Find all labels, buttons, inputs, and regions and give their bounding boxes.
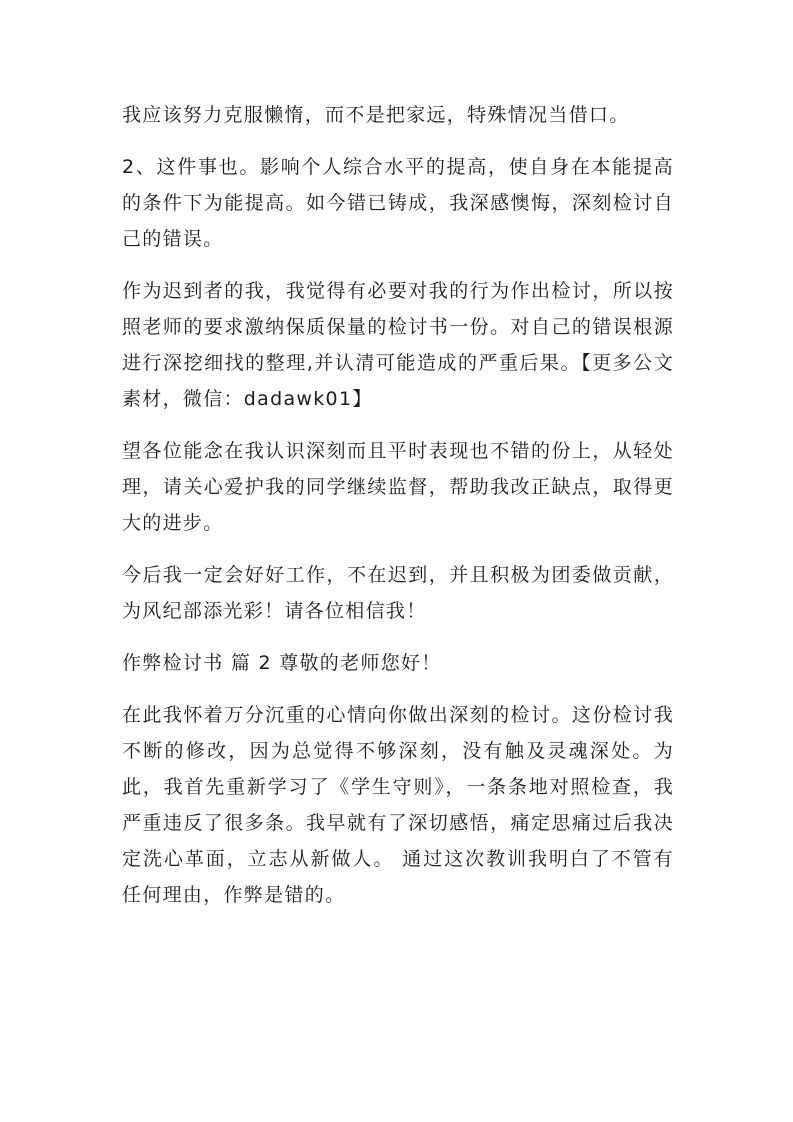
section-heading: 作弊检讨书 篇 2 尊敬的老师您好！ <box>122 652 442 674</box>
paragraph-6: 在此我怀着万分沉重的心情向你做出深刻的检讨。这份检讨我不断的修改，因为总觉得不够深刻，没有触及灵魂深处。为此，我首先重新学习了《学生守则》，一条条地对照检查，我严重违反了很多条。我早就有了深切感悟，痛定思痛过后我决定洗心革面，立志从新做人。 通过这次教训我明白了不管有任何理由，作弊是错的。 <box>122 704 674 906</box>
paragraph-1: 我应该努力克服懒惰，而不是把家远，特殊情况当借口。 <box>122 104 630 126</box>
paragraph-5: 今后我一定会好好工作，不在迟到，并且积极为团委做贡献，为风纪部添光彩！请各位相信我！ <box>122 564 674 622</box>
paragraph-4: 望各位能念在我认识深刻而且平时表现也不错的份上，从轻处理，请关心爱护我的同学继续监督，帮助我改正缺点，取得更大的进步。 <box>122 440 674 534</box>
paragraph-2: 2、这件事也。影响个人综合水平的提高，使自身在本能提高的条件下为能提高。如今错已铸成，我深感懊悔，深刻检讨自己的错误。 <box>122 156 674 250</box>
paragraph-3: 作为迟到者的我，我觉得有必要对我的行为作出检讨，所以按照老师的要求激纳保质保量的检讨书一份。对自己的错误根源进行深挖细找的整理,并认清可能造成的严重后果。【更多公文素材，微信：dadawk01】 <box>122 280 674 410</box>
document-body <box>122 97 674 929</box>
